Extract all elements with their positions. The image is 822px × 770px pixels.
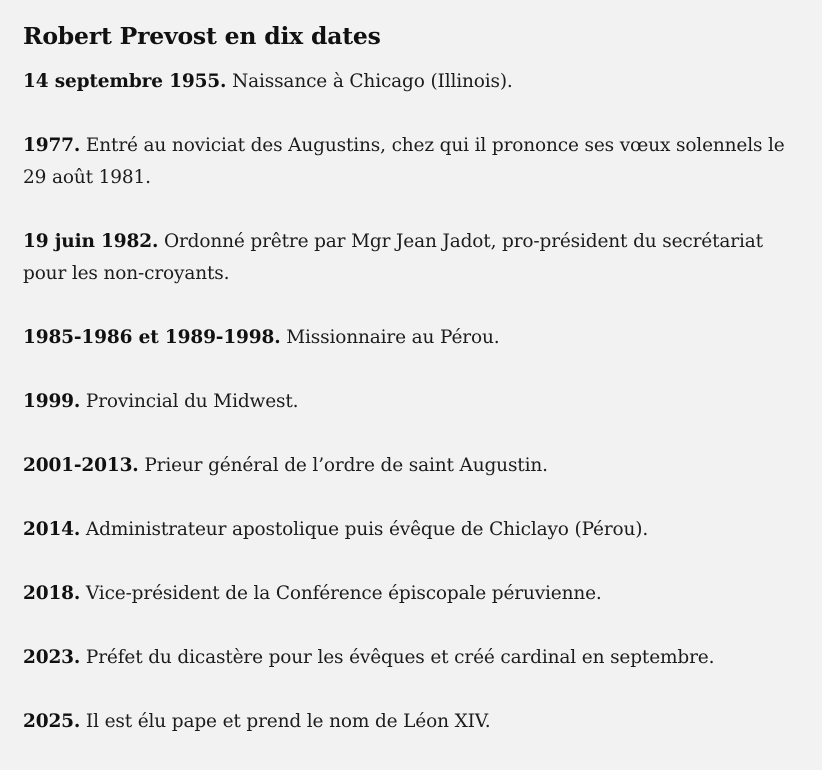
entry-text: Missionnaire au Pérou. bbox=[286, 327, 500, 348]
entry-date: 1977. bbox=[23, 135, 81, 156]
timeline-entry bbox=[23, 130, 798, 194]
entry-date: 1985-1986 et 1989-1998. bbox=[23, 327, 281, 348]
entry-date: 2001-2013. bbox=[23, 455, 139, 476]
timeline-entry bbox=[23, 450, 798, 482]
entry-text: Préfet du dicastère pour les évêques et créé cardinal en septembre. bbox=[85, 647, 715, 668]
entry-text: Vice-président de la Conférence épiscopale péruvienne. bbox=[85, 583, 602, 604]
timeline-title: Robert Prevost en dix dates bbox=[23, 22, 381, 50]
entry-text: Naissance à Chicago (Illinois). bbox=[232, 71, 513, 92]
timeline-entry bbox=[23, 226, 798, 290]
entry-date: 1999. bbox=[23, 391, 81, 412]
entry-date: 2025. bbox=[23, 711, 81, 732]
entry-date: 2018. bbox=[23, 583, 81, 604]
timeline-entry bbox=[23, 578, 798, 610]
entry-date: 2014. bbox=[23, 519, 81, 540]
timeline-entry bbox=[23, 66, 798, 98]
entry-text: Administrateur apostolique puis évêque de Chiclayo (Pérou). bbox=[85, 519, 649, 540]
timeline-entry bbox=[23, 514, 798, 546]
entry-text: Ordonné prêtre par Mgr Jean Jadot, pro-président du secrétariat pour les non-croyants. bbox=[23, 231, 763, 284]
timeline-entry bbox=[23, 706, 798, 738]
entry-text: Prieur général de l’ordre de saint Augustin. bbox=[144, 455, 548, 476]
entry-text: Provincial du Midwest. bbox=[85, 391, 299, 412]
timeline-entry bbox=[23, 322, 798, 354]
entry-date: 19 juin 1982. bbox=[23, 231, 159, 252]
timeline-entry bbox=[23, 386, 798, 418]
entry-date: 2023. bbox=[23, 647, 81, 668]
entry-date: 14 septembre 1955. bbox=[23, 71, 227, 92]
entry-text: Entré au noviciat des Augustins, chez qui il prononce ses vœux solennels le 29 août 1981. bbox=[23, 135, 785, 188]
timeline-entry bbox=[23, 642, 798, 674]
entry-text: Il est élu pape et prend le nom de Léon XIV. bbox=[85, 711, 491, 732]
